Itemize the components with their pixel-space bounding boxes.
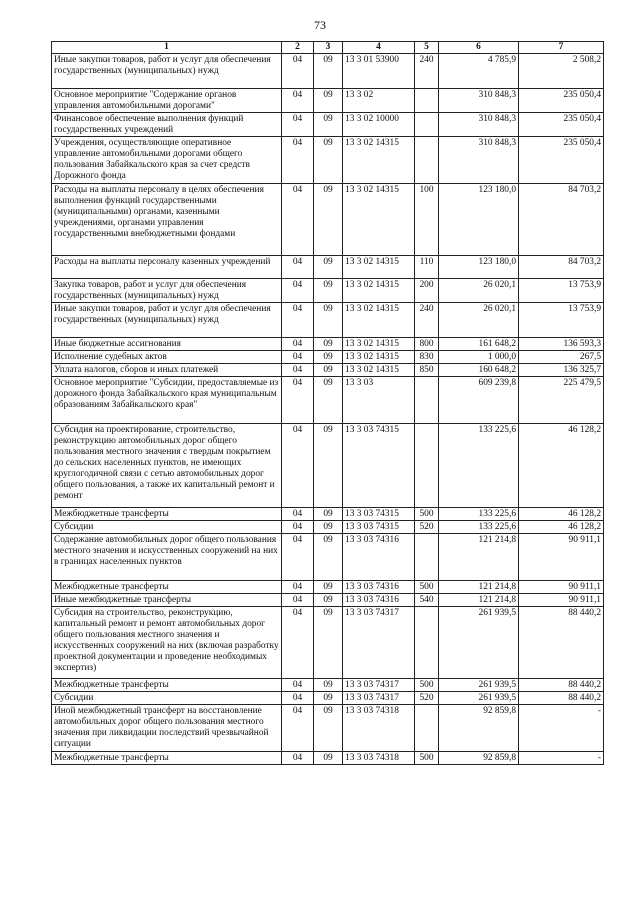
expense-type-cell: 830 (415, 351, 439, 364)
expense-type-cell: 200 (415, 279, 439, 303)
row-name-cell: Межбюджетные трансферты (52, 508, 282, 521)
executed-amount-cell: - (519, 752, 604, 765)
subsection-code-cell: 09 (314, 607, 343, 679)
expense-type-cell: 500 (415, 752, 439, 765)
column-header: 1 (52, 42, 282, 54)
section-code-cell: 04 (282, 508, 314, 521)
section-code-cell: 04 (282, 534, 314, 581)
subsection-code-cell: 09 (314, 377, 343, 424)
target-article-cell: 13 3 03 74316 (343, 534, 415, 581)
expense-type-cell: 540 (415, 594, 439, 607)
column-header: 6 (439, 42, 519, 54)
table-row (52, 594, 604, 607)
subsection-code-cell: 09 (314, 364, 343, 377)
column-header: 7 (519, 42, 604, 54)
row-name-cell: Межбюджетные трансферты (52, 752, 282, 765)
row-name-cell: Основное мероприятие "Субсидии, предоставляемые из дорожного фонда Забайкальского края муниципальным образованиям Забайкальского края" (52, 377, 282, 424)
planned-amount-cell: 161 648,2 (439, 338, 519, 351)
row-name-cell: Субсидии (52, 521, 282, 534)
executed-amount-cell: 84 703,2 (519, 184, 604, 256)
section-code-cell: 04 (282, 752, 314, 765)
subsection-code-cell: 09 (314, 692, 343, 705)
subsection-code-cell: 09 (314, 279, 343, 303)
budget-table (51, 41, 604, 765)
planned-amount-cell: 261 939,5 (439, 607, 519, 679)
executed-amount-cell: 235 050,4 (519, 89, 604, 113)
table-row (52, 508, 604, 521)
section-code-cell: 04 (282, 54, 314, 89)
table-row (52, 377, 604, 424)
expense-type-cell: 500 (415, 581, 439, 594)
subsection-code-cell: 09 (314, 303, 343, 338)
table-header-row (52, 42, 604, 54)
table-row (52, 137, 604, 184)
executed-amount-cell: 46 128,2 (519, 508, 604, 521)
executed-amount-cell: 88 440,2 (519, 679, 604, 692)
expense-type-cell: 520 (415, 521, 439, 534)
table-row (52, 607, 604, 679)
subsection-code-cell: 09 (314, 752, 343, 765)
row-name-cell: Содержание автомобильных дорог общего пользования местного значения и искусственных сооружений на них в границах населенных пунктов (52, 534, 282, 581)
planned-amount-cell: 133 225,6 (439, 508, 519, 521)
subsection-code-cell: 09 (314, 137, 343, 184)
table-row (52, 705, 604, 752)
section-code-cell: 04 (282, 338, 314, 351)
subsection-code-cell: 09 (314, 424, 343, 508)
table-row (52, 424, 604, 508)
table-row (52, 54, 604, 89)
planned-amount-cell: 123 180,0 (439, 256, 519, 279)
planned-amount-cell: 121 214,8 (439, 594, 519, 607)
table-row (52, 364, 604, 377)
section-code-cell: 04 (282, 184, 314, 256)
table-row (52, 679, 604, 692)
target-article-cell: 13 3 03 74318 (343, 752, 415, 765)
table-row (52, 303, 604, 338)
section-code-cell: 04 (282, 521, 314, 534)
expense-type-cell (415, 424, 439, 508)
target-article-cell: 13 3 02 10000 (343, 113, 415, 137)
row-name-cell: Субсидии (52, 692, 282, 705)
executed-amount-cell: 225 479,5 (519, 377, 604, 424)
planned-amount-cell: 261 939,5 (439, 679, 519, 692)
target-article-cell: 13 3 02 14315 (343, 137, 415, 184)
executed-amount-cell: 46 128,2 (519, 424, 604, 508)
row-name-cell: Финансовое обеспечение выполнения функций государственных учреждений (52, 113, 282, 137)
section-code-cell: 04 (282, 692, 314, 705)
target-article-cell: 13 3 02 14315 (343, 364, 415, 377)
table-row (52, 184, 604, 256)
executed-amount-cell: 136 325,7 (519, 364, 604, 377)
planned-amount-cell: 121 214,8 (439, 534, 519, 581)
table-row (52, 351, 604, 364)
row-name-cell: Межбюджетные трансферты (52, 581, 282, 594)
row-name-cell: Иные бюджетные ассигнования (52, 338, 282, 351)
executed-amount-cell: 90 911,1 (519, 534, 604, 581)
subsection-code-cell: 09 (314, 338, 343, 351)
subsection-code-cell: 09 (314, 521, 343, 534)
column-header: 2 (282, 42, 314, 54)
section-code-cell: 04 (282, 364, 314, 377)
section-code-cell: 04 (282, 594, 314, 607)
executed-amount-cell: 13 753,9 (519, 279, 604, 303)
table-row (52, 581, 604, 594)
subsection-code-cell: 09 (314, 256, 343, 279)
target-article-cell: 13 3 02 14315 (343, 338, 415, 351)
expense-type-cell: 110 (415, 256, 439, 279)
executed-amount-cell: 13 753,9 (519, 303, 604, 338)
expense-type-cell (415, 137, 439, 184)
planned-amount-cell: 92 859,8 (439, 705, 519, 752)
executed-amount-cell: 235 050,4 (519, 113, 604, 137)
planned-amount-cell: 26 020,1 (439, 303, 519, 338)
target-article-cell: 13 3 03 74315 (343, 521, 415, 534)
planned-amount-cell: 4 785,9 (439, 54, 519, 89)
target-article-cell: 13 3 03 74316 (343, 581, 415, 594)
planned-amount-cell: 133 225,6 (439, 521, 519, 534)
row-name-cell: Исполнение судебных актов (52, 351, 282, 364)
row-name-cell: Расходы на выплаты персоналу в целях обеспечения выполнения функций государственными (муниципальными) органами, казенными учреждениями, органами управления государственными внебюджетными фондами (52, 184, 282, 256)
target-article-cell: 13 3 03 74318 (343, 705, 415, 752)
target-article-cell: 13 3 03 74316 (343, 594, 415, 607)
executed-amount-cell: 46 128,2 (519, 521, 604, 534)
target-article-cell: 13 3 02 14315 (343, 256, 415, 279)
executed-amount-cell: 2 508,2 (519, 54, 604, 89)
expense-type-cell (415, 534, 439, 581)
executed-amount-cell: 235 050,4 (519, 137, 604, 184)
section-code-cell: 04 (282, 679, 314, 692)
expense-type-cell: 800 (415, 338, 439, 351)
section-code-cell: 04 (282, 279, 314, 303)
section-code-cell: 04 (282, 607, 314, 679)
row-name-cell: Учреждения, осуществляющие оперативное управление автомобильными дорогами общего пользования Забайкальского края за счет средств Дорожного фонда (52, 137, 282, 184)
executed-amount-cell: 88 440,2 (519, 607, 604, 679)
row-name-cell: Субсидия на проектирование, строительство, реконструкцию автомобильных дорог общего пользования местного значения с твердым покрытием до сельских населенных пунктов, не имеющих круглогодичной связи с сетью автомобильных дорог общего пользования, а также их капитальный ремонт и ремонт (52, 424, 282, 508)
table-row (52, 521, 604, 534)
target-article-cell: 13 3 03 74317 (343, 692, 415, 705)
section-code-cell: 04 (282, 113, 314, 137)
subsection-code-cell: 09 (314, 594, 343, 607)
expense-type-cell (415, 113, 439, 137)
executed-amount-cell: 84 703,2 (519, 256, 604, 279)
target-article-cell: 13 3 03 74315 (343, 424, 415, 508)
expense-type-cell: 100 (415, 184, 439, 256)
section-code-cell: 04 (282, 351, 314, 364)
expense-type-cell (415, 607, 439, 679)
row-name-cell: Основное мероприятие "Содержание органов управления автомобильными дорогами" (52, 89, 282, 113)
planned-amount-cell: 160 648,2 (439, 364, 519, 377)
column-header: 3 (314, 42, 343, 54)
column-header: 5 (415, 42, 439, 54)
subsection-code-cell: 09 (314, 705, 343, 752)
table-row (52, 752, 604, 765)
table-row (52, 279, 604, 303)
target-article-cell: 13 3 01 53900 (343, 54, 415, 89)
section-code-cell: 04 (282, 89, 314, 113)
row-name-cell: Межбюджетные трансферты (52, 679, 282, 692)
row-name-cell: Субсидия на строительство, реконструкцию, капитальный ремонт и ремонт автомобильных дорог общего пользования местного значения и искусственных сооружений на них (включая разработку проектной документации и проведение необходимых экспертиз) (52, 607, 282, 679)
expense-type-cell: 500 (415, 679, 439, 692)
row-name-cell: Закупка товаров, работ и услуг для обеспечения государственных (муниципальных) нужд (52, 279, 282, 303)
row-name-cell: Иной межбюджетный трансферт на восстановление автомобильных дорог общего пользования местного значения при ликвидации последствий чрезвычайной ситуации (52, 705, 282, 752)
section-code-cell: 04 (282, 705, 314, 752)
executed-amount-cell: 136 593,3 (519, 338, 604, 351)
planned-amount-cell: 1 000,0 (439, 351, 519, 364)
expense-type-cell: 240 (415, 303, 439, 338)
row-name-cell: Иные межбюджетные трансферты (52, 594, 282, 607)
target-article-cell: 13 3 03 (343, 377, 415, 424)
expense-type-cell (415, 377, 439, 424)
row-name-cell: Иные закупки товаров, работ и услуг для обеспечения государственных (муниципальных) нужд (52, 54, 282, 89)
subsection-code-cell: 09 (314, 581, 343, 594)
planned-amount-cell: 261 939,5 (439, 692, 519, 705)
executed-amount-cell: 90 911,1 (519, 594, 604, 607)
subsection-code-cell: 09 (314, 184, 343, 256)
row-name-cell: Расходы на выплаты персоналу казенных учреждений (52, 256, 282, 279)
planned-amount-cell: 123 180,0 (439, 184, 519, 256)
expense-type-cell: 850 (415, 364, 439, 377)
section-code-cell: 04 (282, 581, 314, 594)
table-row (52, 113, 604, 137)
target-article-cell: 13 3 03 74317 (343, 679, 415, 692)
subsection-code-cell: 09 (314, 54, 343, 89)
subsection-code-cell: 09 (314, 113, 343, 137)
planned-amount-cell: 310 848,3 (439, 113, 519, 137)
subsection-code-cell: 09 (314, 534, 343, 581)
target-article-cell: 13 3 02 14315 (343, 303, 415, 338)
table-row (52, 692, 604, 705)
target-article-cell: 13 3 03 74317 (343, 607, 415, 679)
planned-amount-cell: 92 859,8 (439, 752, 519, 765)
planned-amount-cell: 310 848,3 (439, 89, 519, 113)
row-name-cell: Уплата налогов, сборов и иных платежей (52, 364, 282, 377)
section-code-cell: 04 (282, 256, 314, 279)
subsection-code-cell: 09 (314, 508, 343, 521)
executed-amount-cell: 90 911,1 (519, 581, 604, 594)
page-number: 73 (314, 18, 326, 32)
section-code-cell: 04 (282, 303, 314, 338)
expense-type-cell (415, 89, 439, 113)
section-code-cell: 04 (282, 137, 314, 184)
table-row (52, 534, 604, 581)
planned-amount-cell: 133 225,6 (439, 424, 519, 508)
planned-amount-cell: 121 214,8 (439, 581, 519, 594)
expense-type-cell (415, 705, 439, 752)
section-code-cell: 04 (282, 424, 314, 508)
expense-type-cell: 500 (415, 508, 439, 521)
target-article-cell: 13 3 02 (343, 89, 415, 113)
subsection-code-cell: 09 (314, 679, 343, 692)
table-row (52, 338, 604, 351)
target-article-cell: 13 3 02 14315 (343, 279, 415, 303)
executed-amount-cell: 267,5 (519, 351, 604, 364)
target-article-cell: 13 3 02 14315 (343, 184, 415, 256)
table-row (52, 256, 604, 279)
planned-amount-cell: 609 239,8 (439, 377, 519, 424)
subsection-code-cell: 09 (314, 89, 343, 113)
column-header: 4 (343, 42, 415, 54)
expense-type-cell: 520 (415, 692, 439, 705)
expense-type-cell: 240 (415, 54, 439, 89)
executed-amount-cell: - (519, 705, 604, 752)
target-article-cell: 13 3 03 74315 (343, 508, 415, 521)
target-article-cell: 13 3 02 14315 (343, 351, 415, 364)
planned-amount-cell: 310 848,3 (439, 137, 519, 184)
row-name-cell: Иные закупки товаров, работ и услуг для обеспечения государственных (муниципальных) нужд (52, 303, 282, 338)
subsection-code-cell: 09 (314, 351, 343, 364)
table-row (52, 89, 604, 113)
executed-amount-cell: 88 440,2 (519, 692, 604, 705)
planned-amount-cell: 26 020,1 (439, 279, 519, 303)
section-code-cell: 04 (282, 377, 314, 424)
